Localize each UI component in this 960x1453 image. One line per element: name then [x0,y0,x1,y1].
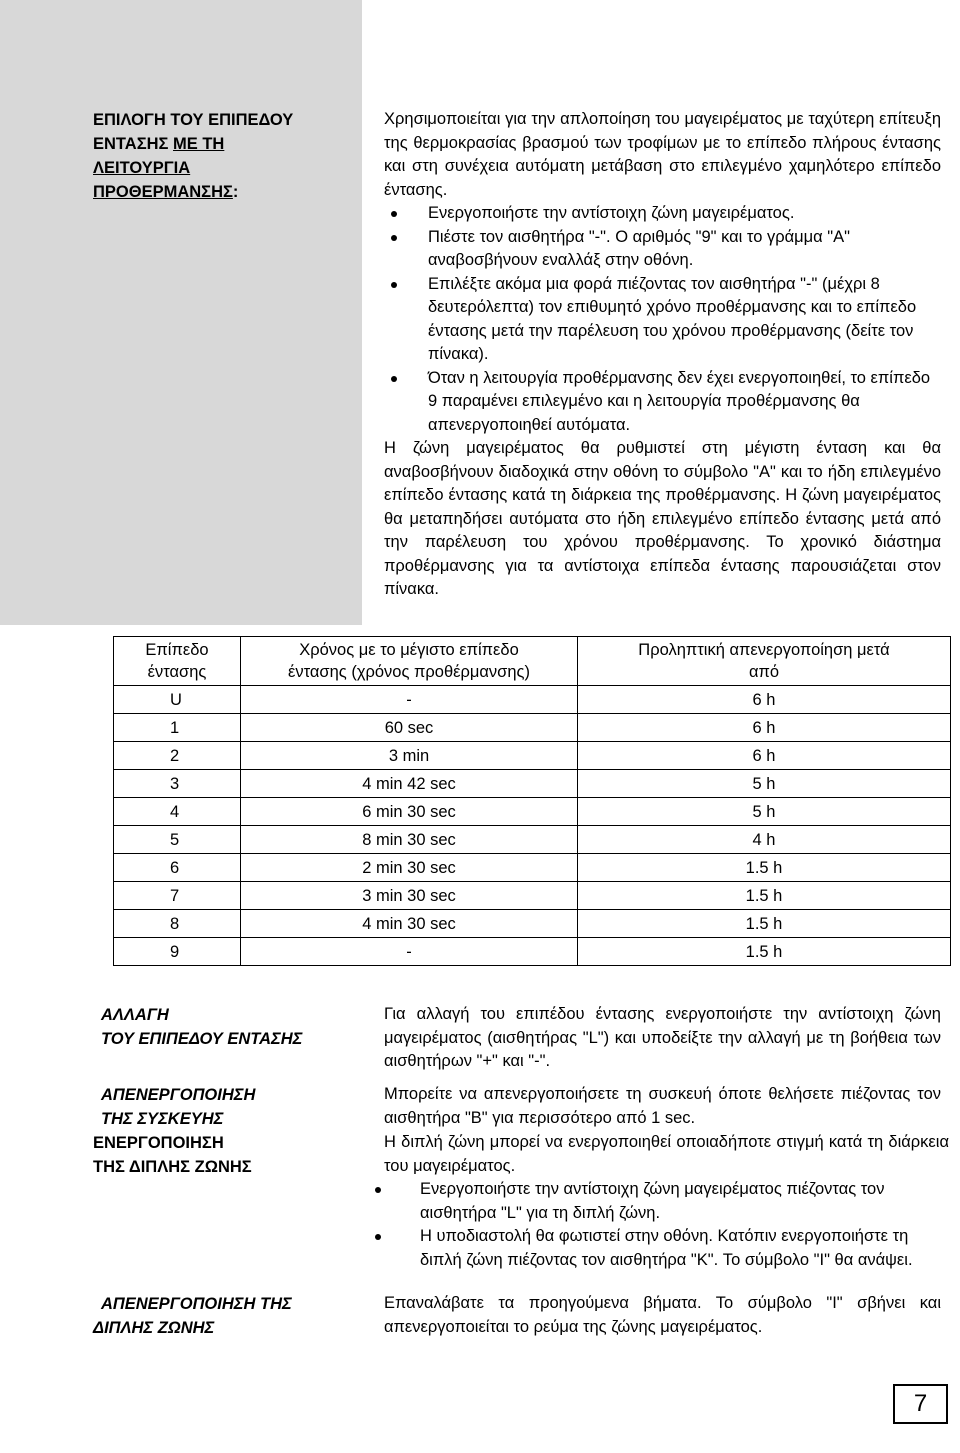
preheat-steps [384,202,941,437]
preheat-intro: Χρησιμοποιείται για την απλοποίηση του μαγειρέματος με ταχύτερη επίτευξη της θερμοκρασίας βρασμού των τροφίμων με το επίπεδο πλήρους έντασης και στη συνέχεια αυτόματη μετάβαση στο επιλεγμένο χαμηλότερο επίπεδο έντασης. [384,110,941,199]
cell-level: 5 [114,826,241,854]
preheat-table [113,636,951,966]
col-header-time: Χρόνος με το μέγιστο επίπεδο έντασης (χρόνος προθέρμανσης) [241,637,578,686]
table-body [114,686,951,966]
heading-line: ΠΡΟΘΕΡΜΑΝΣΗΣ: [93,183,239,201]
cell-level: 6 [114,854,241,882]
step-item: Όταν η λειτουργία προθέρμανσης δεν έχει ενεργοποιηθεί, το επίπεδο 9 παραμένει επιλεγμένο και η λειτουργία προθέρμανσης θα απενεργοποιηθεί αυτόματα. [384,367,941,438]
deactivate-dual-text: Επαναλάβατε τα προηγούμενα βήματα. Το σύμβολο "I" σβήνει και απενεργοποιείται το ρεύμα της ζώνης μαγειρέματος. [384,1294,941,1336]
cell-level: 3 [114,770,241,798]
cell-time: 4 min 30 sec [241,910,578,938]
heading-line: ΕΠΙΛΟΓΗ ΤΟΥ ΕΠΙΠΕΔΟΥ [93,111,294,129]
page-number: 7 [893,1384,948,1424]
cell-level: 1 [114,714,241,742]
cell-shutoff: 5 h [578,770,951,798]
cell-shutoff: 6 h [578,714,951,742]
deactivate-device-heading: ΑΠΕΝΕΡΓΟΠΟΙΗΣΗ ΤΗΣ ΣΥΣΚΕΥΗΣ [101,1086,256,1128]
col-header-level: Επίπεδο έντασης [114,637,241,686]
cell-shutoff: 1.5 h [578,938,951,966]
step-item: Πιέστε τον αισθητήρα "-". Ο αριθμός "9" και το γράμμα "A" αναβοσβήνουν εναλλάξ στην οθόνη. [384,226,941,273]
cell-level: 7 [114,882,241,910]
heading-line: ΛΕΙΤΟΥΡΓΙΑ [93,159,191,177]
table-row [114,826,951,854]
table-row [114,854,951,882]
cell-time: 4 min 42 sec [241,770,578,798]
step-item: Ενεργοποιήστε την αντίστοιχη ζώνη μαγειρέματος. [384,202,941,226]
cell-shutoff: 1.5 h [578,910,951,938]
cell-shutoff: 5 h [578,798,951,826]
cell-time: 3 min 30 sec [241,882,578,910]
cell-time: 6 min 30 sec [241,798,578,826]
cell-shutoff: 1.5 h [578,854,951,882]
table-row [114,910,951,938]
cell-shutoff: 6 h [578,686,951,714]
left-gray-band [0,0,362,625]
table-row [114,742,951,770]
cell-time: 8 min 30 sec [241,826,578,854]
table-row [114,686,951,714]
cell-level: 4 [114,798,241,826]
activate-dual-body [384,1131,949,1272]
deactivate-device-text: Μπορείτε να απενεργοποιήσετε τη συσκευή όποτε θελήσετε πιέζοντας τον αισθητήρα "B" για περισσότερο από 1 sec. [384,1085,941,1127]
table-row [114,882,951,910]
heading-line: ΕΝΤΑΣΗΣ ΜΕ ΤΗ [93,135,225,153]
activate-dual-text: Η διπλή ζώνη μπορεί να ενεργοποιηθεί οποιαδήποτε στιγμή κατά τη διάρκεια του μαγειρέματος. [384,1133,949,1175]
cell-time: 3 min [241,742,578,770]
heading-underlined: ΜΕ ΤΗ [173,135,225,153]
cell-time: 60 sec [241,714,578,742]
cell-level: 2 [114,742,241,770]
table-header-row [114,637,951,686]
change-level-text: Για αλλαγή του επιπέδου έντασης ενεργοποιήστε την αντίστοιχη ζώνη μαγειρέματος (αισθητήρας "L") και υποδείξτε την αλλαγή με τη βοήθεια των αισθητήρων "+" και "-". [384,1005,941,1070]
activate-dual-heading: ΕΝΕΡΓΟΠΟΙΗΣΗ ΤΗΣ ΔΙΠΛΗΣ ΖΩΝΗΣ [93,1134,252,1176]
table-row [114,938,951,966]
cell-time: 2 min 30 sec [241,854,578,882]
step-item: Η υποδιαστολή θα φωτιστεί στην οθόνη. Κατόπιν ενεργοποιήστε τη διπλή ζώνη πιέζοντας τον αισθητήρα "K". Το σύμβολο "I" θα ανάψει. [368,1225,949,1272]
cell-level: U [114,686,241,714]
preheat-body [384,108,941,602]
table-row [114,714,951,742]
cell-shutoff: 1.5 h [578,882,951,910]
cell-time: - [241,938,578,966]
cell-shutoff: 4 h [578,826,951,854]
table-row [114,798,951,826]
cell-level: 9 [114,938,241,966]
deactivate-dual-heading: ΑΠΕΝΕΡΓΟΠΟΙΗΣΗ ΤΗΣ ΔΙΠΛΗΣ ΖΩΝΗΣ [93,1295,292,1337]
activate-dual-steps [368,1178,949,1272]
col-header-shutoff: Προληπτική απενεργοποίηση μετά από [578,637,951,686]
preheat-closing: Η ζώνη μαγειρέματος θα ρυθμιστεί στη μέγιστη ένταση και θα αναβοσβήνουν διαδοχικά στην οθόνη το σύμβολο "A" και το ήδη επιλεγμένο επίπεδο έντασης κατά τη διάρκεια της προθέρμανσης. Η ζώνη μαγειρέματος θα μεταπηδήσει αυτόματα στο ήδη επιλεγμένο επίπεδο έντασης μετά από την παρέλευση του χρόνου προθέρμανσης. Το χρονικό διάστημα προθέρμανσης για τα αντίστοιχα επίπεδα έντασης παρουσιάζεται στον πίνακα. [384,439,941,598]
step-item: Ενεργοποιήστε την αντίστοιχη ζώνη μαγειρέματος πιέζοντας τον αισθητήρα "L" για τη διπλή ζώνη. [368,1178,949,1225]
table-row [114,770,951,798]
preheat-heading [93,108,353,204]
cell-time: - [241,686,578,714]
step-item: Επιλέξτε ακόμα μια φορά πιέζοντας τον αισθητήρα "-" (μέχρι 8 δευτερόλεπτα) τον επιθυμητό χρόνο προθέρμανσης και το επίπεδο έντασης μετά την παρέλευση του χρόνου προθέρμανσης (δείτε τον πίνακα). [384,273,941,367]
cell-shutoff: 6 h [578,742,951,770]
change-level-heading: ΑΛΛΑΓΗ ΤΟΥ ΕΠΙΠΕΔΟΥ ΕΝΤΑΣΗΣ [101,1006,303,1048]
cell-level: 8 [114,910,241,938]
